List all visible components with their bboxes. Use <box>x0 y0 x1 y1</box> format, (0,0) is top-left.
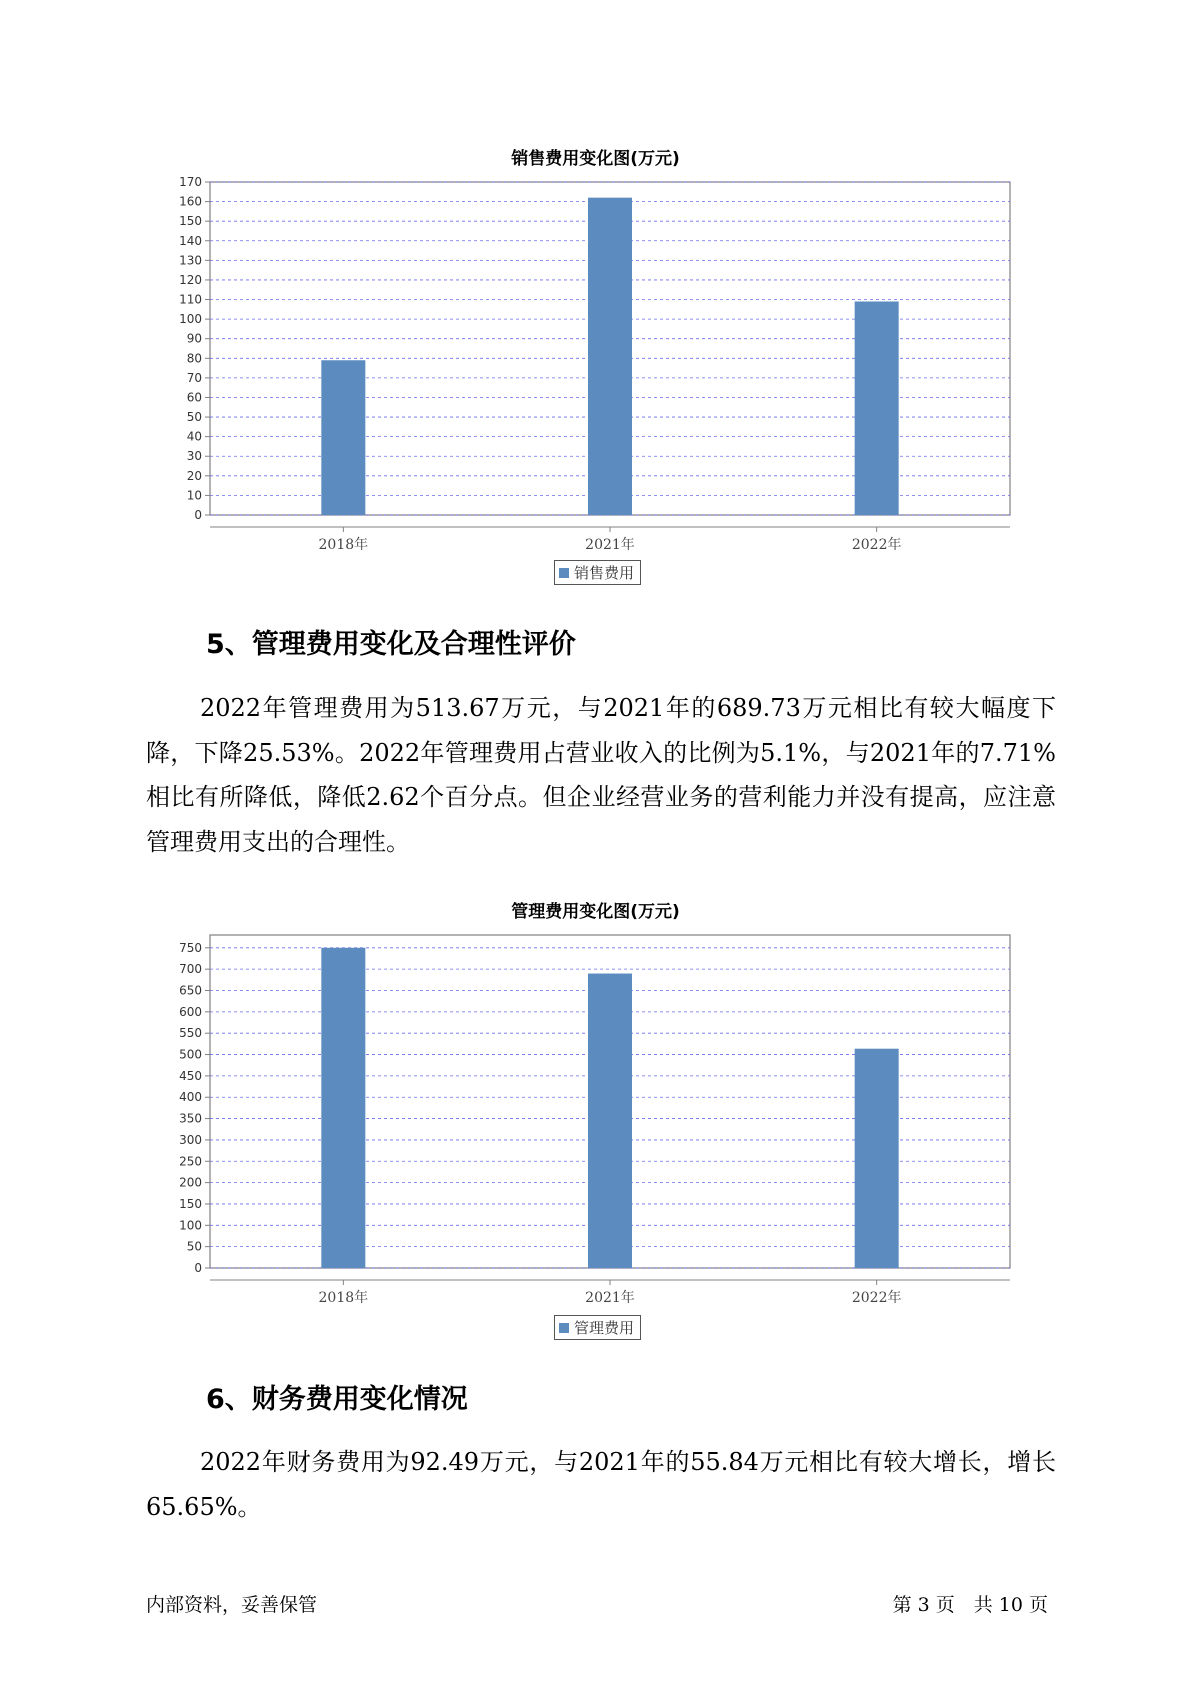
y-tick-label: 160 <box>179 194 202 209</box>
y-tick-label: 60 <box>186 390 202 405</box>
x-tick-label: 2021年 <box>585 537 635 553</box>
section-5-paragraph: 2022年管理费用为513.67万元，与2021年的689.73万元相比有较大幅度下降，下降25.53%。2022年管理费用占营业收入的比例为5.1%，与2021年的7.71%相比有所降低，降低2.62个百分点。但企业经营业务的营利能力并没有提高，应注意管理费用支出的合理性。 <box>146 694 1056 856</box>
chart-legend-management <box>554 1315 641 1340</box>
y-tick-label: 600 <box>179 1004 202 1019</box>
y-tick-label: 50 <box>186 1239 202 1254</box>
legend-label: 销售费用 <box>574 564 635 582</box>
x-tick-label: 2018年 <box>318 1290 369 1306</box>
bar <box>321 948 365 1268</box>
bar <box>321 360 365 515</box>
y-tick-label: 20 <box>186 468 202 483</box>
y-tick-label: 50 <box>186 410 202 425</box>
y-tick-label: 40 <box>186 429 202 444</box>
y-tick-label: 300 <box>179 1132 202 1147</box>
bar <box>588 198 632 515</box>
y-tick-label: 170 <box>179 175 202 189</box>
chart-title-management: 管理费用变化图(万元) <box>511 902 680 922</box>
y-tick-label: 150 <box>179 214 202 229</box>
bar <box>588 974 632 1268</box>
x-tick-label: 2022年 <box>851 1290 902 1306</box>
y-tick-label: 750 <box>179 940 202 955</box>
x-tick-label: 2018年 <box>318 537 369 553</box>
section-6-heading: 6、财务费用变化情况 <box>206 1384 468 1415</box>
bar <box>855 1049 899 1268</box>
chart-legend-sales <box>554 560 641 585</box>
y-tick-label: 350 <box>179 1111 202 1126</box>
chart-title-sales: 销售费用变化图(万元) <box>511 149 680 169</box>
y-tick-label: 90 <box>186 331 202 346</box>
y-tick-label: 140 <box>179 233 202 248</box>
section-5-heading: 5、管理费用变化及合理性评价 <box>206 629 576 660</box>
y-tick-label: 0 <box>194 508 202 522</box>
y-tick-label: 100 <box>179 1218 202 1233</box>
y-tick-label: 700 <box>179 962 202 977</box>
y-tick-label: 80 <box>186 351 202 366</box>
y-tick-label: 120 <box>179 272 202 287</box>
y-tick-label: 150 <box>179 1196 202 1211</box>
y-tick-label: 130 <box>179 253 202 268</box>
section-6-paragraph: 2022年财务费用为92.49万元，与2021年的55.84万元相比有较大增长，增长65.65%。 <box>146 1448 1056 1521</box>
sales-expense-chart <box>0 165 1191 553</box>
y-tick-label: 650 <box>179 983 202 998</box>
legend-swatch <box>559 568 569 578</box>
legend-swatch <box>559 1323 569 1333</box>
bar <box>855 301 899 515</box>
y-tick-label: 100 <box>179 312 202 327</box>
legend-label: 管理费用 <box>574 1319 635 1337</box>
y-tick-label: 110 <box>179 292 202 307</box>
y-tick-label: 0 <box>194 1261 202 1275</box>
x-tick-label: 2021年 <box>585 1290 635 1306</box>
y-tick-label: 450 <box>179 1068 202 1083</box>
y-tick-label: 400 <box>179 1090 202 1105</box>
y-tick-label: 30 <box>186 449 202 464</box>
y-tick-label: 10 <box>186 488 202 503</box>
footer-page-number: 第 3 页 共 10 页 <box>892 1594 1048 1616</box>
management-expense-chart <box>0 918 1191 1306</box>
y-tick-label: 200 <box>179 1175 202 1190</box>
y-tick-label: 550 <box>179 1026 202 1041</box>
y-tick-label: 500 <box>179 1047 202 1062</box>
y-tick-label: 250 <box>179 1154 202 1169</box>
x-tick-label: 2022年 <box>851 537 902 553</box>
footer-confidential: 内部资料，妥善保管 <box>146 1594 318 1616</box>
y-tick-label: 70 <box>186 370 202 385</box>
